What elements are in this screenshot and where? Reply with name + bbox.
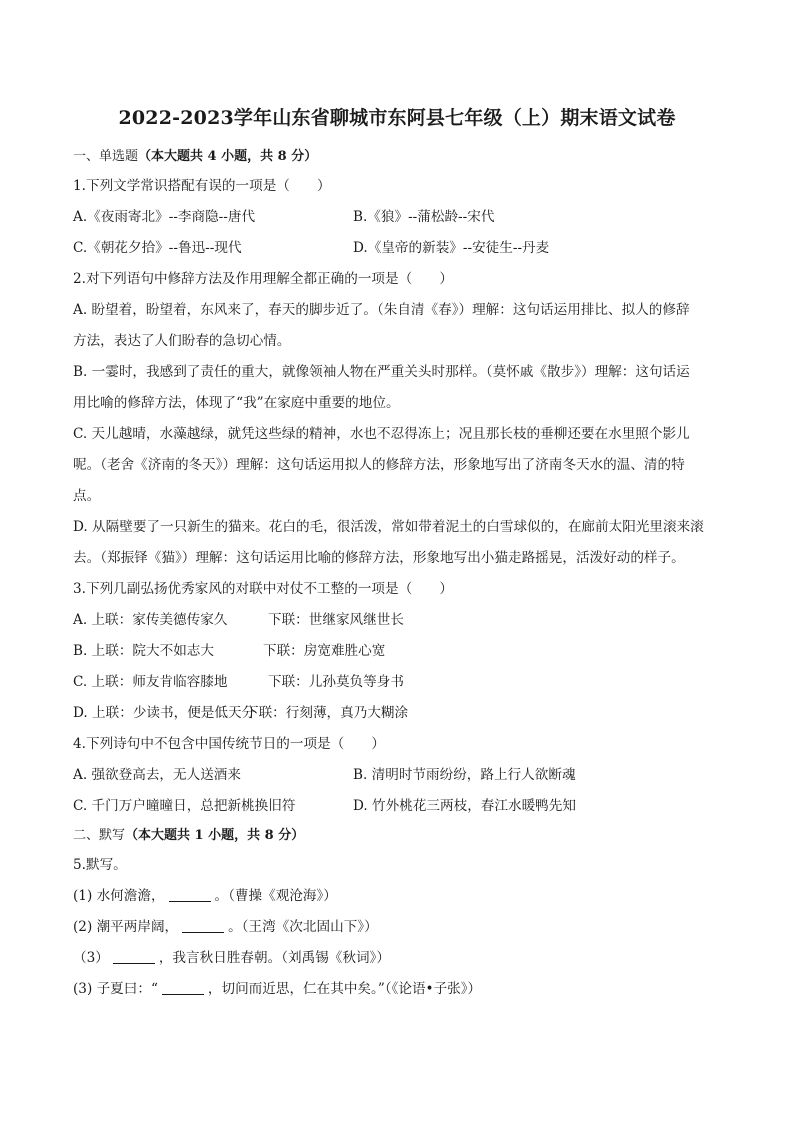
question-5-item-4 <box>73 974 723 1005</box>
question-2-option-b-line-2: 用比喻的修辞方法，体现了“我”在家庭中重要的地位。 <box>73 395 400 411</box>
question-2-option-d-line-2: 去。（郑振铎《猫》）理解：这句话运用比喻的修辞方法，形象地写出小猫走路摇晃，活泼好动的样子。 <box>73 550 685 566</box>
section-note: （本大题共 4 小题，共 8 分） <box>138 149 318 164</box>
exam-title: 2022-2023学年山东省聊城市东阿县七年级（上）期末语文试卷 <box>118 107 676 129</box>
question-1-option-c: C.《朝花夕拾》--鲁迅--现代 <box>73 240 242 256</box>
question-2-option-a-line-1: A. 盼望着，盼望着，东风来了，春天的脚步近了。（朱自清《春》）理解：这句话运用排比、拟人的修辞 <box>73 302 690 318</box>
question-3-option-b <box>73 636 723 667</box>
question-3-stem: 3.下列几副弘扬优秀家风的对联中对仗不工整的一项是（ ） <box>73 581 453 597</box>
section-label: 一、单选题 <box>73 149 139 164</box>
question-1-options-row-1 <box>73 202 723 233</box>
question-5-item-2 <box>73 912 723 943</box>
couplet-upper: C. 上联：师友肯临容膝地 <box>73 674 228 690</box>
section-note: （本大题共 1 小题，共 8 分） <box>125 828 305 843</box>
item-suffix: 。（王湾《次北固山下》） <box>228 919 378 935</box>
item-prefix: （3） <box>73 950 109 966</box>
answer-blank[interactable] <box>182 918 224 933</box>
question-4-options-row-2 <box>73 791 723 822</box>
question-1-stem: 1.下列文学常识搭配有误的一项是（ ） <box>73 178 331 194</box>
question-2-option-c-line-1: C. 天儿越晴，水藻越绿，就凭这些绿的精神，水也不忍得冻上；况且那长枝的垂柳还要在水里照个影儿 <box>73 426 690 442</box>
item-suffix: 。（曹操《观沧海》） <box>214 888 337 904</box>
question-2-option-c-line-3: 点。 <box>73 488 101 504</box>
question-1-option-d: D.《皇帝的新装》--安徒生--丹麦 <box>353 240 550 256</box>
question-4-option-d: D. 竹外桃花三两枝，春江水暖鸭先知 <box>353 798 576 814</box>
question-3-option-d <box>73 698 723 729</box>
item-prefix: (2) 潮平两岸阔， <box>73 919 179 935</box>
section-header-single-choice <box>73 143 723 171</box>
question-2-option-c-line-2: 呢。（老舍《济南的冬天》）理解：这句话运用拟人的修辞方法，形象地写出了济南冬天水的温、清的特 <box>73 457 685 473</box>
answer-blank[interactable] <box>162 980 204 995</box>
couplet-lower: 下联：世继家风继世长 <box>268 612 404 628</box>
question-2-option-a-line-2: 方法，表达了人们盼春的急切心情。 <box>73 333 291 349</box>
question-4-option-a: A. 强欲登高去，无人送酒来 <box>73 767 241 783</box>
question-1-options-row-2 <box>73 233 723 264</box>
item-prefix: (1) 水何澹澹， <box>73 888 165 904</box>
question-1-option-a: A.《夜雨寄北》--李商隐--唐代 <box>73 209 256 225</box>
answer-blank[interactable] <box>169 887 211 902</box>
item-prefix: (3) 子夏曰：“ <box>73 981 158 997</box>
couplet-upper: A. 上联：家传美德传家久 <box>73 612 228 628</box>
question-4-option-c: C. 千门万户曈曈日，总把新桃换旧符 <box>73 798 296 814</box>
exam-content <box>73 143 723 1005</box>
question-5-stem: 5.默写。 <box>73 857 127 873</box>
couplet-upper: B. 上联：院大不如志大 <box>73 643 214 659</box>
question-3-option-c <box>73 667 723 698</box>
answer-blank[interactable] <box>113 949 155 964</box>
couplet-upper: D. 上联：少读书，便是低天分 <box>73 705 256 721</box>
question-2-option-d-line-1: D. 从隔壁要了一只新生的猫来。花白的毛，很活泼，常如带着泥土的白雪球似的，在廊前太阳光里滚来滚 <box>73 519 704 535</box>
couplet-lower: 下联：儿孙莫负等身书 <box>268 674 404 690</box>
section-header-dictation <box>73 822 723 850</box>
question-1-option-b: B.《狼》--蒲松龄--宋代 <box>353 209 495 225</box>
question-3-option-a <box>73 605 723 636</box>
question-5-item-1 <box>73 881 723 912</box>
item-suffix: ，我言秋日胜春朝。（刘禹锡《秋词》） <box>158 950 390 966</box>
question-5-item-3 <box>73 943 723 974</box>
question-4-stem: 4.下列诗句中不包含中国传统节日的一项是（ ） <box>73 736 386 752</box>
couplet-lower: 下联：房宽难胜心宽 <box>263 643 386 659</box>
question-2-stem: 2.对下列语句中修辞方法及作用理解全都正确的一项是（ ） <box>73 271 453 287</box>
question-4-option-b: B. 清明时节雨纷纷，路上行人欲断魂 <box>353 767 576 783</box>
question-2-option-b-line-1: B. 一霎时，我感到了责任的重大，就像领袖人物在严重关头时那样。（莫怀戚《散步》）理解：这句话运 <box>73 364 690 380</box>
couplet-lower: 下联：行刻薄，真乃大糊涂 <box>245 705 409 721</box>
question-4-options-row-1 <box>73 760 723 791</box>
item-suffix: ，切问而近思，仁在其中矣。”（《论语•子张》） <box>207 981 482 997</box>
section-label: 二、默写 <box>73 828 126 843</box>
